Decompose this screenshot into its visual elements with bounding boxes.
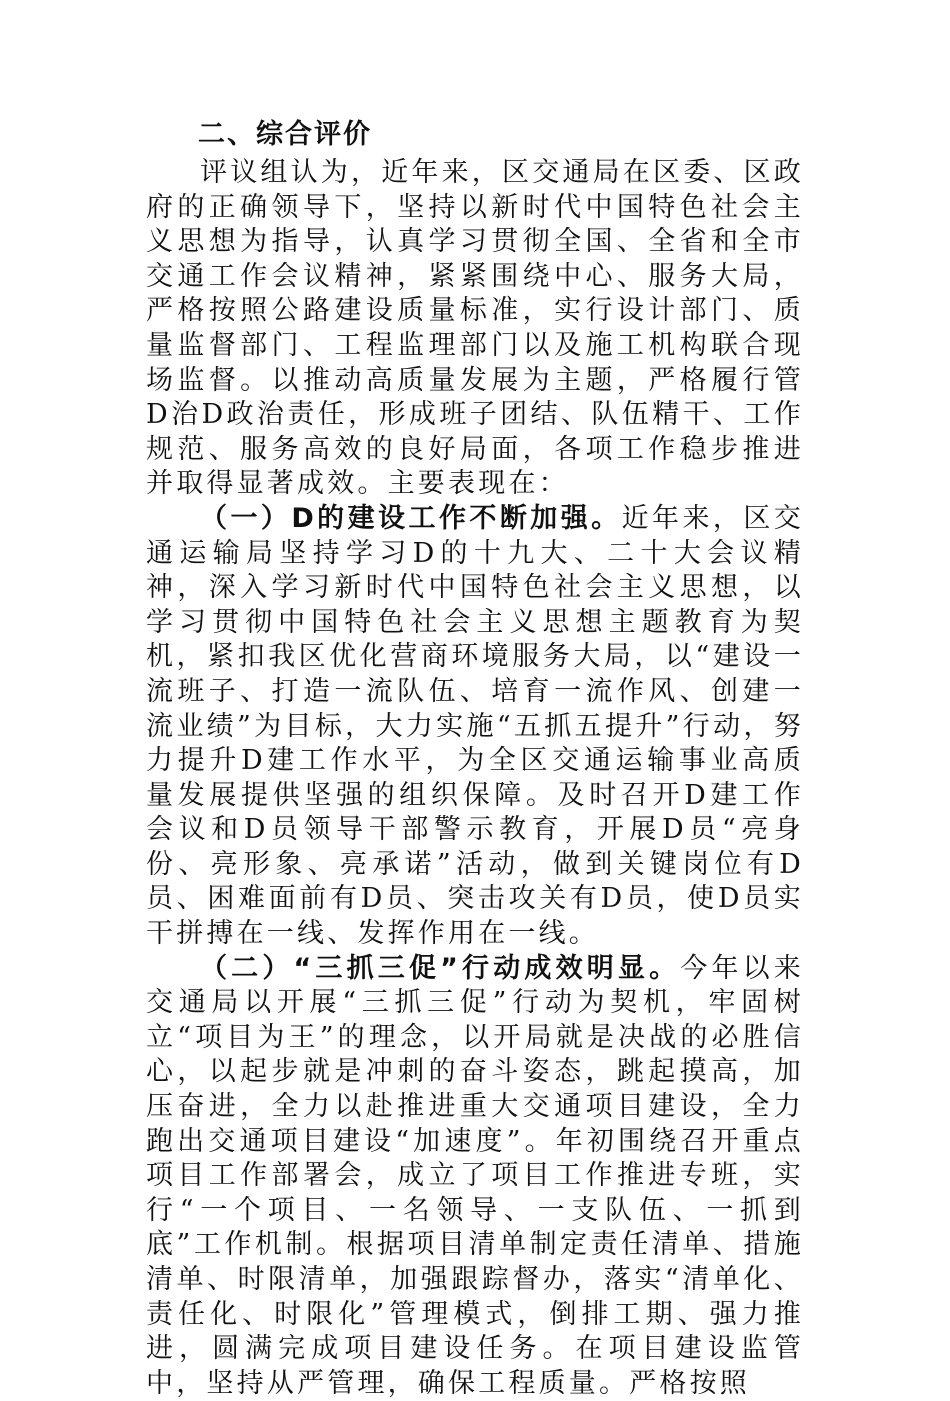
paragraph-three-grasps (146, 952, 804, 1401)
paragraph-overall-evaluation (146, 156, 804, 502)
paragraph-body: 近年来，区交通运输局坚持学习D的十九大、二十大会议精神，深入学习新时代中国特色社会主义思想，以学习贯彻中国特色社会主义思想主题教育为契机，紧扣我区优化营商环境服务大局，以“建设一流班子、打造一流队伍、培育一流作风、创建一流业绩”为目标，大力实施“五抓五提升”行动，努力提升D建工作水平，为全区交通运输事业高质量发展提供坚强的组织保障。及时召开D建工作会议和D员领导干部警示教育，开展D员“亮身份、亮形象、亮承诺”活动，做到关键岗位有D员、困难面前有D员、突击攻关有D员，使D员实干拼搏在一线、发挥作用在一线。 (146, 502, 804, 950)
paragraph-body: 今年以来交通局以开展“三抓三促”行动为契机，牢固树立“项目为王”的理念，以开局就是决战的必胜信心，以起步就是冲刺的奋斗姿态，跳起摸高，加压奋进，全力以赴推进重大交通项目建设，全力跑出交通项目建设“加速度”。年初围绕召开重点项目工作部署会，成立了项目工作推进专班，实行“一个项目、一名领导、一支队伍、一抓到底”工作机制。根据项目清单制定责任清单、措施清单、时限清单，加强跟踪督办，落实“清单化、责任化、时限化”管理模式，倒排工期、强力推进，圆满完成项目建设任务。在项目建设监管中，坚持从严管理，确保工程质量。严格按照 (146, 952, 804, 1399)
section-heading: 二、综合评价 (198, 119, 372, 150)
paragraph-lead: （一）D的建设工作不断加强。 (200, 502, 622, 534)
paragraph-body: 评议组认为，近年来，区交通局在区委、区政府的正确领导下，坚持以新时代中国特色社会主义思想为指导，认真学习贯彻全国、全省和全市交通工作会议精神，紧紧围绕中心、服务大局，严格按照公路建设质量标准，实行设计部门、质量监督部门、工程监理部门以及施工机构联合现场监督。以推动高质量发展为主题，严格履行管D治D政治责任，形成班子团结、队伍精干、工作规范、服务高效的良好局面，各项工作稳步推进并取得显著成效。主要表现在： (146, 157, 804, 500)
paragraph-lead: （二）“三抓三促”行动成效明显。 (200, 952, 681, 984)
paragraph-party-building (146, 502, 804, 952)
